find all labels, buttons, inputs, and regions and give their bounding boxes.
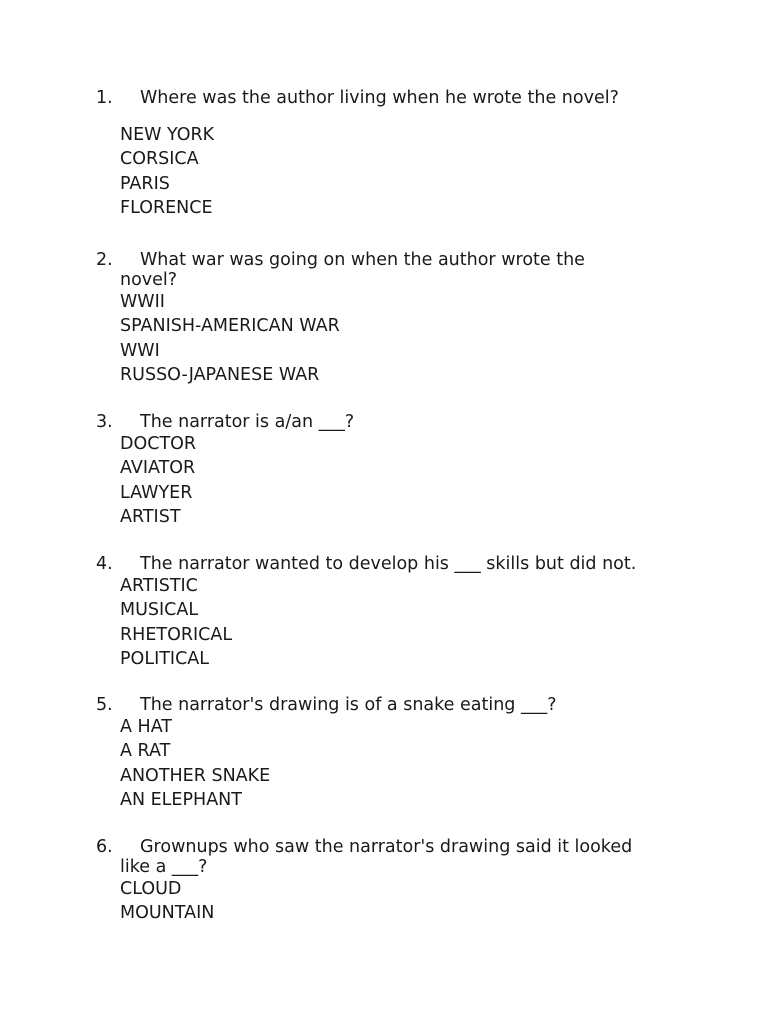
question-1-prompt (96, 88, 696, 108)
question-5-option-b: A RAT (120, 741, 171, 762)
question-3-option-d: ARTIST (120, 506, 181, 527)
question-3-number: 3. (96, 412, 113, 432)
question-3-options (120, 432, 696, 529)
question-3-option-a: DOCTOR (120, 434, 197, 454)
question-1-option-c: PARIS (120, 173, 170, 194)
question-2-option-b: SPANISH-AMERICAN WAR (120, 316, 340, 337)
question-1-option-d: FLORENCE (120, 197, 213, 218)
question-6-option-a: CLOUD (120, 879, 182, 899)
question-4 (96, 554, 696, 671)
question-2-option-c: WWI (120, 340, 160, 361)
question-5-option-a: A HAT (120, 717, 172, 737)
question-2-options (120, 290, 696, 387)
question-4-option-a: ARTISTIC (120, 576, 198, 596)
question-5-options (120, 715, 696, 812)
question-5-prompt (96, 695, 696, 715)
question-4-prompt (96, 554, 696, 574)
question-4-option-c: RHETORICAL (120, 624, 233, 645)
question-4-option-d: POLITICAL (120, 648, 210, 669)
question-2-text-continued: novel? (120, 270, 178, 290)
question-6-text-continued: like a ___? (120, 857, 208, 877)
question-6 (96, 837, 696, 926)
question-6-prompt (96, 837, 696, 857)
question-2-prompt (96, 250, 696, 270)
question-2-option-d: RUSSO-JAPANESE WAR (120, 364, 320, 385)
question-3-option-c: LAWYER (120, 482, 193, 503)
question-5-option-c: ANOTHER SNAKE (120, 765, 271, 786)
question-6-option-b: MOUNTAIN (120, 903, 215, 924)
question-4-number: 4. (96, 554, 113, 574)
question-4-option-b: MUSICAL (120, 600, 199, 621)
question-1-option-b: CORSICA (120, 149, 199, 170)
question-1-number: 1. (96, 88, 113, 108)
question-5-text: The narrator's drawing is of a snake eating ___? (140, 695, 557, 715)
question-4-options (120, 574, 696, 671)
question-3-option-b: AVIATOR (120, 458, 196, 479)
question-3 (96, 412, 696, 529)
question-6-options (120, 877, 696, 926)
question-1-option-a: NEW YORK (120, 125, 215, 145)
question-5-number: 5. (96, 695, 113, 715)
question-1-options (120, 123, 696, 220)
question-2-text: What war was going on when the author wrote the (140, 250, 585, 270)
question-4-text: The narrator wanted to develop his ___ skills but did not. (140, 554, 637, 574)
question-6-number: 6. (96, 837, 113, 857)
question-1 (96, 88, 696, 220)
question-1-text: Where was the author living when he wrote the novel? (140, 88, 619, 108)
question-2-number: 2. (96, 250, 113, 270)
question-6-text: Grownups who saw the narrator's drawing said it looked (140, 837, 633, 857)
question-5-option-d: AN ELEPHANT (120, 789, 242, 810)
question-2 (96, 250, 696, 387)
question-2-option-a: WWII (120, 292, 165, 312)
question-3-text: The narrator is a/an ___? (140, 412, 355, 432)
question-3-prompt (96, 412, 696, 432)
question-5 (96, 695, 696, 812)
